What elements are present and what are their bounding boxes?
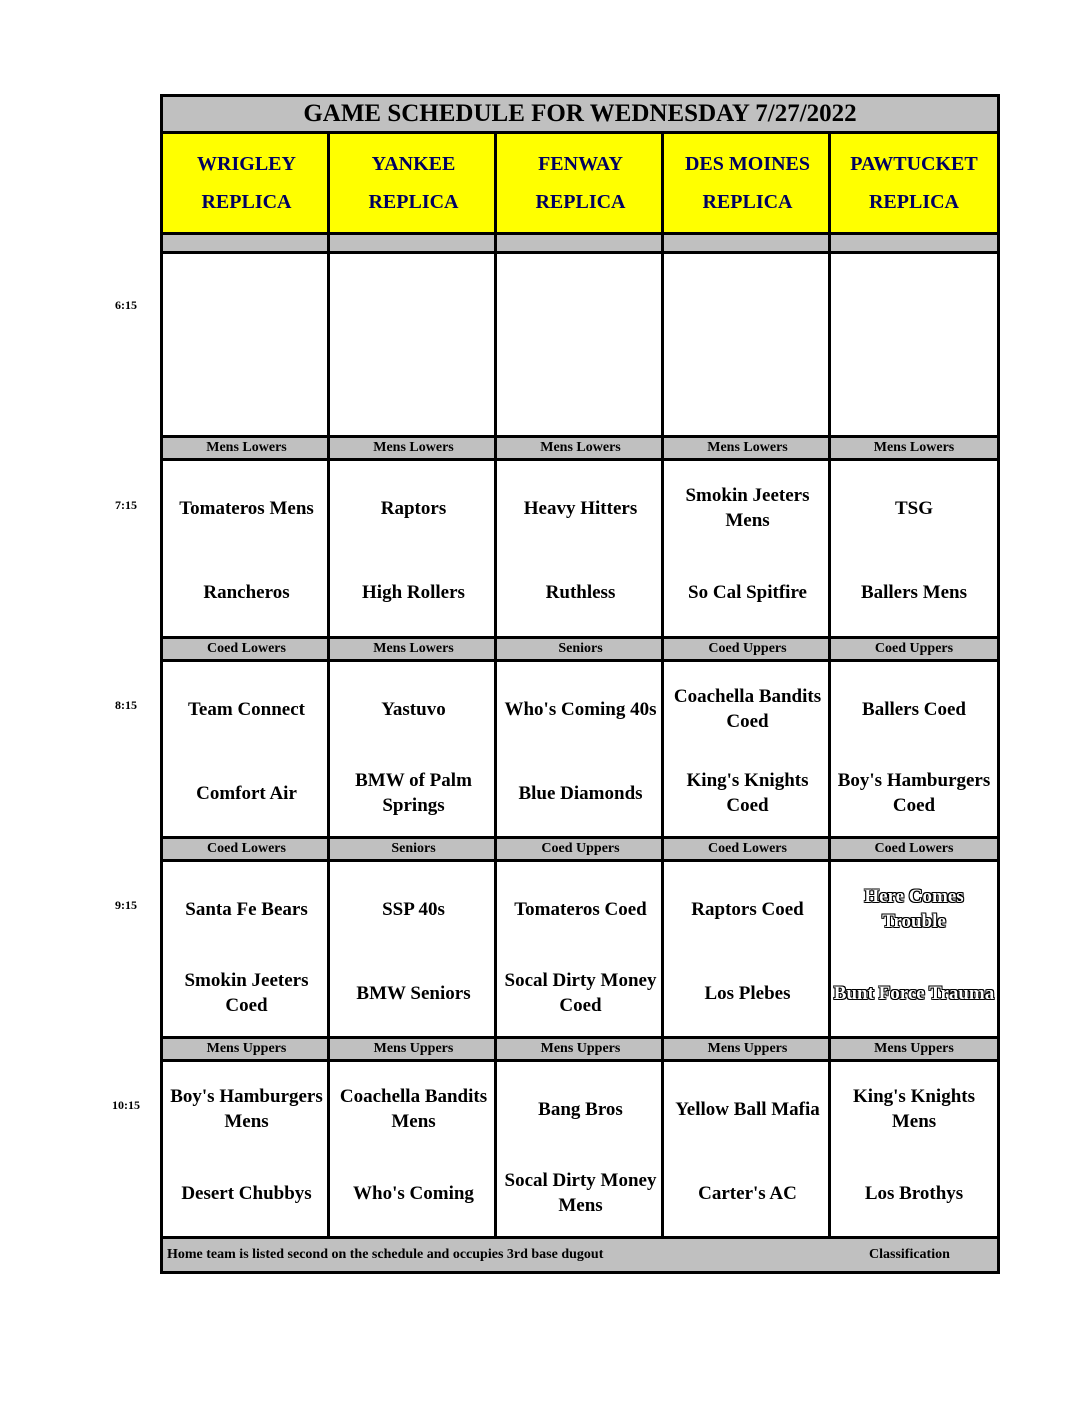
away-team: Tomateros Coed (514, 898, 647, 920)
division-label: Coed Lowers (163, 636, 330, 662)
field-subtitle: REPLICA (368, 191, 459, 213)
division-label: Coed Uppers (831, 636, 997, 662)
away-team: TSG (894, 497, 934, 519)
header-spacer (497, 232, 664, 254)
field-subtitle: REPLICA (535, 191, 626, 213)
home-team: Smokin Jeeters Coed (184, 970, 309, 1016)
division-label: Seniors (330, 836, 497, 862)
division-label: Mens Uppers (330, 1036, 497, 1062)
division-label: Mens Lowers (831, 435, 997, 461)
division-label: Mens Lowers (330, 435, 497, 461)
column-divider (327, 134, 330, 1236)
field-name: PAWTUCKET (850, 153, 978, 175)
away-team: Who's Coming 40s (504, 698, 657, 720)
away-team: Raptors Coed (691, 898, 804, 920)
home-team: Boy's Hamburgers Coed (837, 770, 991, 816)
away-team (831, 261, 997, 435)
away-team: Santa Fe Bears (185, 898, 308, 920)
field-name: YANKEE (371, 153, 456, 175)
division-label: Mens Uppers (664, 1036, 831, 1062)
away-team: Coachella Bandits Mens (339, 1086, 488, 1132)
home-team: King's Knights Coed (686, 770, 809, 816)
division-label: Mens Lowers (163, 435, 330, 461)
home-team: Rancheros (203, 581, 290, 603)
schedule-footer (163, 1236, 997, 1271)
home-team: Desert Chubbys (181, 1182, 312, 1204)
home-team: Bunt Force Trauma (833, 982, 995, 1004)
away-team: Raptors (380, 497, 447, 519)
classification-label: Classification (869, 1247, 950, 1262)
away-team: Tomateros Mens (179, 497, 314, 519)
home-team: BMW of Palm Springs (355, 770, 472, 816)
division-label: Mens Lowers (664, 435, 831, 461)
division-label: Coed Uppers (497, 836, 664, 862)
away-team: Yellow Ball Mafia (675, 1098, 820, 1120)
field-subtitle: REPLICA (201, 191, 292, 213)
division-label: Mens Uppers (497, 1036, 664, 1062)
field-header (163, 134, 330, 232)
home-team: Ballers Mens (860, 581, 968, 603)
home-team: So Cal Spitfire (688, 581, 807, 603)
away-team: Team Connect (188, 698, 305, 720)
away-team: Heavy Hitters (523, 497, 638, 519)
division-label: Coed Lowers (831, 836, 997, 862)
time-slot-label: 8:15 (115, 698, 137, 712)
away-team: Yastuvo (381, 698, 446, 720)
schedule-title: GAME SCHEDULE FOR WEDNESDAY 7/27/2022 (163, 97, 997, 134)
field-header (330, 134, 497, 232)
home-team: Comfort Air (196, 782, 297, 804)
home-team: Carter's AC (698, 1182, 797, 1204)
field-header (664, 134, 831, 232)
header-spacer (831, 232, 997, 254)
home-team: Los Plebes (704, 982, 791, 1004)
header-spacer (330, 232, 497, 254)
away-team: Boy's Hamburgers Mens (170, 1086, 323, 1132)
field-header (497, 134, 664, 232)
header-spacer (163, 232, 330, 254)
away-team: Coachella Bandits Coed (673, 686, 822, 732)
home-team: Socal Dirty Money Coed (504, 970, 657, 1016)
column-divider (828, 134, 831, 1236)
away-team: SSP 40s (382, 898, 445, 920)
home-team: High Rollers (362, 581, 465, 603)
time-slot-label: 9:15 (115, 898, 137, 912)
home-team: Ruthless (545, 581, 616, 603)
division-label: Mens Lowers (497, 435, 664, 461)
field-name: DES MOINES (684, 153, 811, 175)
home-team-note: Home team is listed second on the schedule and occupies 3rd base dugout (167, 1247, 604, 1262)
home-team: Los Brothys (864, 1182, 964, 1204)
away-team: Bang Bros (538, 1098, 623, 1120)
division-label: Seniors (497, 636, 664, 662)
field-subtitle: REPLICA (702, 191, 793, 213)
away-team: King's Knights Mens (853, 1086, 975, 1132)
away-team (497, 261, 664, 435)
away-team (330, 261, 497, 435)
header-spacer (664, 232, 831, 254)
time-slot-label: 6:15 (115, 298, 137, 312)
field-header (831, 134, 997, 232)
division-label: Coed Uppers (664, 636, 831, 662)
home-team: Who's Coming (353, 1182, 474, 1204)
schedule-table (160, 94, 1000, 1274)
division-label: Mens Uppers (163, 1036, 330, 1062)
away-team: Here Comes Trouble (864, 886, 964, 932)
column-divider (661, 134, 664, 1236)
home-team: BMW Seniors (356, 982, 471, 1004)
division-label: Coed Lowers (163, 836, 330, 862)
division-label: Coed Lowers (664, 836, 831, 862)
time-slot-label: 7:15 (115, 498, 137, 512)
time-slot-label: 10:15 (112, 1098, 140, 1112)
away-team: Ballers Coed (862, 698, 966, 720)
field-subtitle: REPLICA (868, 191, 959, 213)
column-divider (494, 134, 497, 1236)
division-label: Mens Lowers (330, 636, 497, 662)
field-name: WRIGLEY (197, 153, 296, 175)
home-team: Socal Dirty Money Mens (504, 1170, 657, 1216)
home-team: Blue Diamonds (518, 782, 643, 804)
away-team: Smokin Jeeters Mens (685, 485, 810, 531)
away-team (664, 261, 831, 435)
away-team (163, 261, 330, 435)
division-label: Mens Uppers (831, 1036, 997, 1062)
field-name: FENWAY (538, 153, 623, 175)
